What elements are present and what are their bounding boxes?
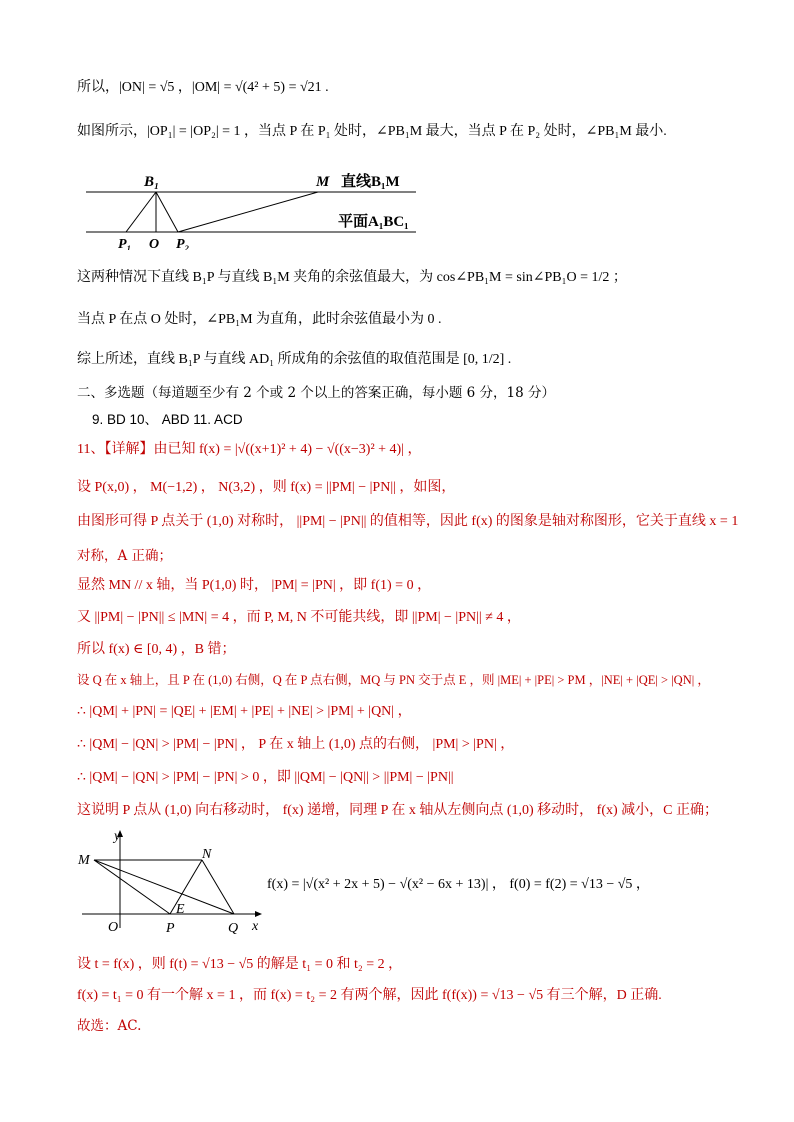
label-o: O bbox=[149, 237, 160, 250]
segment-b1-p2 bbox=[156, 192, 178, 232]
label-p: P bbox=[166, 921, 175, 936]
text-line-18: ∴ |QM| − |QN| > |PM| − |PN| > 0 ，即 ||QM| − |QN|| > ||PM| − |PN|| bbox=[77, 770, 454, 785]
x-axis-arrow bbox=[255, 911, 262, 917]
label-plane: 平面A₁BC₁ bbox=[338, 214, 409, 230]
text-line-14: 所以 f(x) ∈ [0, 4) ，B 错； bbox=[77, 642, 236, 657]
text-line-21: 设 t = f(x) ，则 f(t) = √13 − √5 的解是 t₁ = 0 和 t₂ = 2 ， bbox=[77, 957, 403, 972]
label-p2: P₂ bbox=[176, 237, 190, 250]
text-line-20: f(x) = |√(x² + 2x + 5) − √(x² − 6x + 13)| ， f(0) = f(2) = √13 − √5 ， bbox=[267, 877, 650, 892]
text-line-5: 综上所述，直线 B₁P 与直线 AD₁ 所成角的余弦值的取值范围是 [0, 1/2] . bbox=[77, 352, 512, 367]
label-e: E bbox=[176, 902, 185, 917]
label-m: M bbox=[78, 853, 90, 868]
segment-np bbox=[170, 860, 202, 914]
segment-b1-p1 bbox=[126, 192, 156, 232]
text-line-17: ∴ |QM| − |QN| > |PM| − |PN| ， P 在 x 轴上 (1,0) 点的右侧， |PM| > |PN| ， bbox=[77, 737, 515, 752]
answers-line: 9. BD 10、 ABD 11. ACD bbox=[92, 412, 243, 427]
label-line-b1m: 直线B₁M bbox=[341, 174, 400, 190]
segment-mp bbox=[94, 860, 170, 914]
section-heading: 二、多选题（每道题至少有 2 个或 2 个以上的答案正确，每小题 6 分，18 分） bbox=[77, 385, 555, 401]
label-x: x bbox=[252, 919, 259, 934]
label-b1: B₁ bbox=[144, 174, 160, 190]
text-line-12: 显然 MN // x 轴，当 P(1,0) 时， |PM| = |PN| ，即 f(1) = 0 ， bbox=[77, 578, 432, 593]
text-line-4: 当点 P 在点 O 处时，∠PB₁M 为直角，此时余弦值最小为 0 . bbox=[77, 312, 442, 327]
text-line-22: f(x) = t₁ = 0 有一个解 x = 1 ，而 f(x) = t₂ = 2 有两个解，因此 f(f(x)) = √13 − √5 有三个解，D 正确. bbox=[77, 988, 662, 1003]
label-n: N bbox=[202, 847, 212, 862]
segment-mq bbox=[94, 860, 234, 914]
text-line-10: 由图形可得 P 点关于 (1,0) 对称时， ||PM| − |PN|| 的值相等，因此 f(x) 的图象是轴对称图形，它关于直线 x = 1 bbox=[77, 514, 739, 529]
segment-p2-m bbox=[178, 192, 318, 232]
text-line-9: 设 P(x,0) ， M(−1,2) ， N(3,2) ，则 f(x) = ||PM| − |PN|| ，如图， bbox=[77, 480, 456, 495]
label-p1: P₁ bbox=[118, 237, 132, 250]
label-y: y bbox=[114, 829, 121, 844]
figure-line-plane bbox=[86, 160, 426, 250]
text-line-11: 对称，A 正确； bbox=[77, 548, 173, 564]
text-line-13: 又 ||PM| − |PN|| ≤ |MN| = 4 ，而 P, M, N 不可能共线，即 ||PM| − |PN|| ≠ 4 ， bbox=[77, 610, 521, 625]
text-line-19: 这说明 P 点从 (1,0) 向右移动时， f(x) 递增，同理 P 在 x 轴从左侧向点 (1,0) 移动时， f(x) 减小，C 正确； bbox=[77, 803, 718, 818]
text-line-1: 所以，|ON| = √5 ，|OM| = √(4² + 5) = √21 . bbox=[77, 80, 329, 95]
text-line-2: 如图所示，|OP₁| = |OP₂| = 1 ，当点 P 在 P₁ 处时，∠PB₁M 最大，当点 P 在 P₂ 处时，∠PB₁M 最小. bbox=[77, 124, 667, 139]
segment-nq bbox=[202, 860, 234, 914]
text-line-8: 11、【详解】由已知 f(x) = |√((x+1)² + 4) − √((x−3)² + 4)| ， bbox=[77, 442, 422, 457]
text-line-16: ∴ |QM| + |PN| = |QE| + |EM| + |PE| + |NE| > |PM| + |QN| ， bbox=[77, 704, 412, 719]
label-o: O bbox=[108, 920, 119, 935]
figure-coordinate-plot bbox=[76, 828, 276, 940]
label-m: M bbox=[316, 174, 330, 190]
text-line-15: 设 Q 在 x 轴上，且 P 在 (1,0) 右侧，Q 在 P 点右侧，MQ 与 PN 交于点 E ，则 |ME| + |PE| > PM ，|NE| + |QE| > |QN| ， bbox=[77, 673, 710, 687]
text-line-3: 这两种情况下直线 B₁P 与直线 B₁M 夹角的余弦值最大，为 cos∠PB₁M = sin∠PB₁O = 1/2 ； bbox=[77, 270, 627, 285]
label-q: Q bbox=[228, 921, 239, 936]
text-line-23: 故选：AC. bbox=[77, 1018, 142, 1034]
